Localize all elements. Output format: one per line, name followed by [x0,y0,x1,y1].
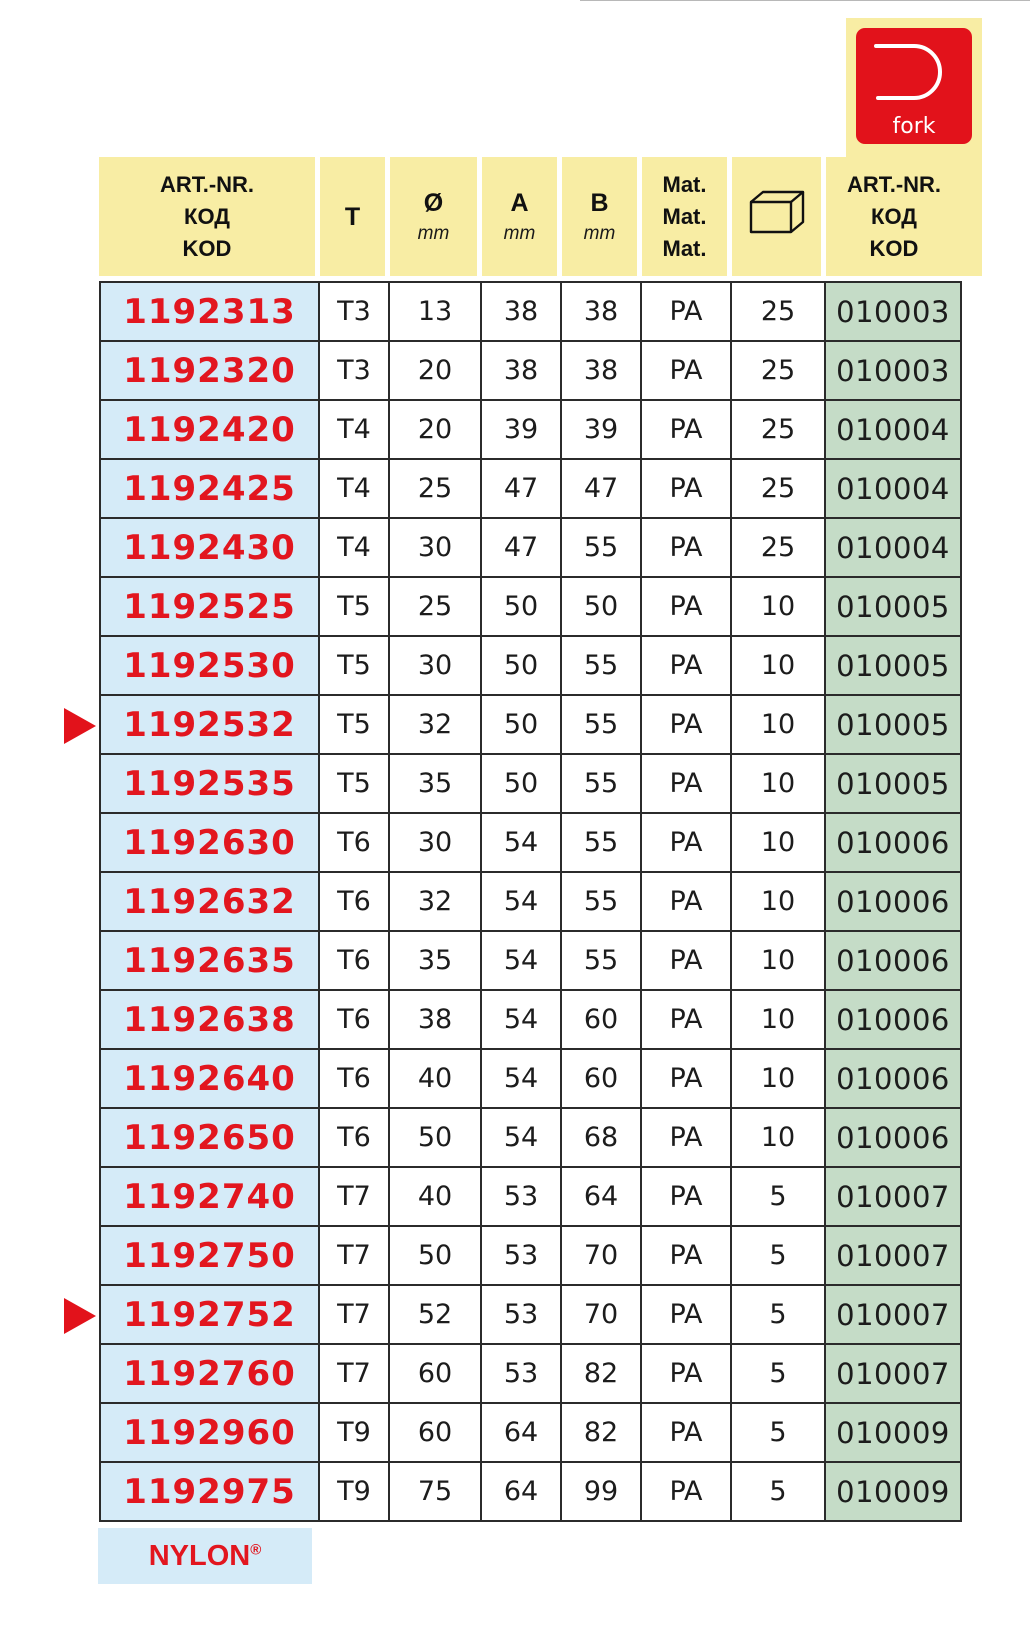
material-cell: PA [642,401,732,460]
table-row [99,873,962,932]
table-row [99,1227,962,1286]
fork-logo [856,28,972,144]
a-cell: 50 [482,755,562,814]
b-cell: 38 [562,342,642,401]
a-cell: 38 [482,281,562,342]
package-qty-cell: 5 [732,1286,826,1345]
material-cell: PA [642,991,732,1050]
header-b: B mm [562,157,642,281]
table-row [99,814,962,873]
b-cell: 50 [562,578,642,637]
b-cell: 55 [562,696,642,755]
a-cell: 54 [482,1109,562,1168]
type-cell: T4 [320,460,390,519]
art-nr-cell: 1192638 [99,991,320,1050]
material-cell: PA [642,342,732,401]
fork-code-cell: 010006 [826,932,962,991]
b-cell: 47 [562,460,642,519]
type-cell: T9 [320,1404,390,1463]
header-a: A mm [482,157,562,281]
fork-code-cell: 010004 [826,460,962,519]
b-cell: 99 [562,1463,642,1522]
header-type: T [320,157,390,281]
diameter-cell: 60 [390,1345,482,1404]
material-cell: PA [642,1463,732,1522]
material-cell: PA [642,1050,732,1109]
a-cell: 53 [482,1227,562,1286]
diameter-cell: 30 [390,519,482,578]
package-qty-cell: 5 [732,1345,826,1404]
type-cell: T7 [320,1345,390,1404]
package-qty-cell: 5 [732,1463,826,1522]
type-cell: T5 [320,755,390,814]
row-marker-arrow-icon [64,1298,96,1334]
package-qty-cell: 25 [732,281,826,342]
product-table [99,157,962,1522]
b-cell: 55 [562,519,642,578]
material-cell: PA [642,1345,732,1404]
diameter-cell: 35 [390,755,482,814]
a-cell: 54 [482,932,562,991]
table-row [99,1404,962,1463]
material-cell: PA [642,1404,732,1463]
table-row [99,1109,962,1168]
material-cell: PA [642,1286,732,1345]
art-nr-cell: 1192650 [99,1109,320,1168]
type-cell: T4 [320,401,390,460]
art-nr-cell: 1192630 [99,814,320,873]
package-qty-cell: 10 [732,1050,826,1109]
b-cell: 64 [562,1168,642,1227]
art-nr-cell: 1192740 [99,1168,320,1227]
art-nr-cell: 1192532 [99,696,320,755]
table-row [99,696,962,755]
a-cell: 53 [482,1168,562,1227]
diameter-cell: 20 [390,401,482,460]
table-body [99,281,962,1522]
fork-code-cell: 010007 [826,1286,962,1345]
header-fork-code: ART.-NR. КОД KOD [826,157,962,281]
fork-code-cell: 010005 [826,637,962,696]
type-cell: T5 [320,696,390,755]
diameter-cell: 13 [390,281,482,342]
header-package [732,157,826,281]
material-cell: PA [642,1227,732,1286]
a-cell: 54 [482,814,562,873]
package-qty-cell: 10 [732,932,826,991]
fork-code-cell: 010005 [826,696,962,755]
type-cell: T5 [320,637,390,696]
art-nr-cell: 1192320 [99,342,320,401]
art-nr-cell: 1192760 [99,1345,320,1404]
b-cell: 55 [562,873,642,932]
header-art-nr: ART.-NR. КОД KOD [99,157,320,281]
a-cell: 50 [482,578,562,637]
package-qty-cell: 25 [732,460,826,519]
art-nr-cell: 1192640 [99,1050,320,1109]
table-row [99,1050,962,1109]
material-cell: PA [642,814,732,873]
a-cell: 47 [482,460,562,519]
type-cell: T9 [320,1463,390,1522]
table-row [99,401,962,460]
package-qty-cell: 10 [732,696,826,755]
a-cell: 47 [482,519,562,578]
diameter-cell: 38 [390,991,482,1050]
row-marker-arrow-icon [64,708,96,744]
diameter-cell: 30 [390,637,482,696]
material-cell: PA [642,932,732,991]
table-row [99,281,962,342]
diameter-cell: 40 [390,1168,482,1227]
material-cell: PA [642,1168,732,1227]
fork-code-cell: 010003 [826,342,962,401]
a-cell: 39 [482,401,562,460]
b-cell: 55 [562,755,642,814]
material-label: NYLON® [148,1539,262,1572]
diameter-cell: 20 [390,342,482,401]
fork-code-cell: 010006 [826,991,962,1050]
fork-code-cell: 010007 [826,1345,962,1404]
a-cell: 64 [482,1404,562,1463]
material-cell: PA [642,281,732,342]
material-cell: PA [642,637,732,696]
a-cell: 53 [482,1345,562,1404]
fork-code-cell: 010007 [826,1168,962,1227]
table-row [99,342,962,401]
b-cell: 82 [562,1345,642,1404]
package-qty-cell: 25 [732,401,826,460]
diameter-cell: 25 [390,460,482,519]
art-nr-cell: 1192430 [99,519,320,578]
diameter-cell: 50 [390,1227,482,1286]
package-qty-cell: 5 [732,1227,826,1286]
header-diameter: Ø mm [390,157,482,281]
package-qty-cell: 25 [732,519,826,578]
fork-code-cell: 010006 [826,814,962,873]
type-cell: T7 [320,1227,390,1286]
type-cell: T6 [320,932,390,991]
art-nr-cell: 1192313 [99,281,320,342]
package-qty-cell: 10 [732,873,826,932]
b-cell: 39 [562,401,642,460]
type-cell: T5 [320,578,390,637]
package-qty-cell: 10 [732,1109,826,1168]
type-cell: T6 [320,1109,390,1168]
art-nr-cell: 1192535 [99,755,320,814]
b-cell: 82 [562,1404,642,1463]
b-cell: 60 [562,991,642,1050]
top-divider-line [580,0,1030,1]
table-row [99,460,962,519]
fork-code-cell: 010006 [826,1109,962,1168]
b-cell: 70 [562,1286,642,1345]
type-cell: T3 [320,342,390,401]
table-row [99,932,962,991]
art-nr-cell: 1192425 [99,460,320,519]
diameter-cell: 30 [390,814,482,873]
table-row [99,1345,962,1404]
diameter-cell: 50 [390,1109,482,1168]
a-cell: 64 [482,1463,562,1522]
fork-code-cell: 010006 [826,873,962,932]
material-cell: PA [642,873,732,932]
table-row [99,991,962,1050]
material-cell: PA [642,460,732,519]
table-row [99,637,962,696]
fork-code-cell: 010009 [826,1404,962,1463]
header-material: Mat. Mat. Mat. [642,157,732,281]
fork-code-cell: 010005 [826,755,962,814]
art-nr-cell: 1192420 [99,401,320,460]
type-cell: T7 [320,1168,390,1227]
art-nr-cell: 1192525 [99,578,320,637]
art-nr-cell: 1192975 [99,1463,320,1522]
diameter-cell: 40 [390,1050,482,1109]
table-row [99,519,962,578]
art-nr-cell: 1192530 [99,637,320,696]
a-cell: 38 [482,342,562,401]
fork-code-cell: 010003 [826,281,962,342]
diameter-cell: 32 [390,696,482,755]
fork-code-cell: 010009 [826,1463,962,1522]
package-qty-cell: 10 [732,755,826,814]
a-cell: 54 [482,873,562,932]
type-cell: T6 [320,1050,390,1109]
package-qty-cell: 5 [732,1168,826,1227]
material-label-box [98,1528,312,1584]
package-qty-cell: 25 [732,342,826,401]
a-cell: 50 [482,696,562,755]
art-nr-cell: 1192632 [99,873,320,932]
type-cell: T6 [320,991,390,1050]
package-qty-cell: 10 [732,637,826,696]
fork-code-cell: 010005 [826,578,962,637]
package-qty-cell: 10 [732,578,826,637]
table-row [99,1286,962,1345]
diameter-cell: 52 [390,1286,482,1345]
type-cell: T6 [320,873,390,932]
a-cell: 54 [482,1050,562,1109]
material-cell: PA [642,696,732,755]
material-cell: PA [642,578,732,637]
material-cell: PA [642,1109,732,1168]
fork-code-cell: 010004 [826,519,962,578]
fork-code-cell: 010004 [826,401,962,460]
table-row [99,755,962,814]
art-nr-cell: 1192960 [99,1404,320,1463]
art-nr-cell: 1192635 [99,932,320,991]
table-header-row [99,157,962,281]
diameter-cell: 60 [390,1404,482,1463]
fork-logo-text: fork [892,114,936,139]
type-cell: T7 [320,1286,390,1345]
material-cell: PA [642,519,732,578]
a-cell: 54 [482,991,562,1050]
a-cell: 50 [482,637,562,696]
art-nr-cell: 1192752 [99,1286,320,1345]
b-cell: 60 [562,1050,642,1109]
package-qty-cell: 10 [732,814,826,873]
b-cell: 38 [562,281,642,342]
type-cell: T4 [320,519,390,578]
b-cell: 55 [562,932,642,991]
table-row [99,1463,962,1522]
package-qty-cell: 5 [732,1404,826,1463]
diameter-cell: 32 [390,873,482,932]
package-qty-cell: 10 [732,991,826,1050]
b-cell: 68 [562,1109,642,1168]
art-nr-cell: 1192750 [99,1227,320,1286]
diameter-cell: 35 [390,932,482,991]
fork-code-cell: 010006 [826,1050,962,1109]
table-row [99,1168,962,1227]
fork-code-cell: 010007 [826,1227,962,1286]
b-cell: 55 [562,814,642,873]
b-cell: 70 [562,1227,642,1286]
diameter-cell: 75 [390,1463,482,1522]
material-cell: PA [642,755,732,814]
type-cell: T6 [320,814,390,873]
box-icon [747,188,807,236]
a-cell: 53 [482,1286,562,1345]
diameter-cell: 25 [390,578,482,637]
type-cell: T3 [320,281,390,342]
table-row [99,578,962,637]
b-cell: 55 [562,637,642,696]
